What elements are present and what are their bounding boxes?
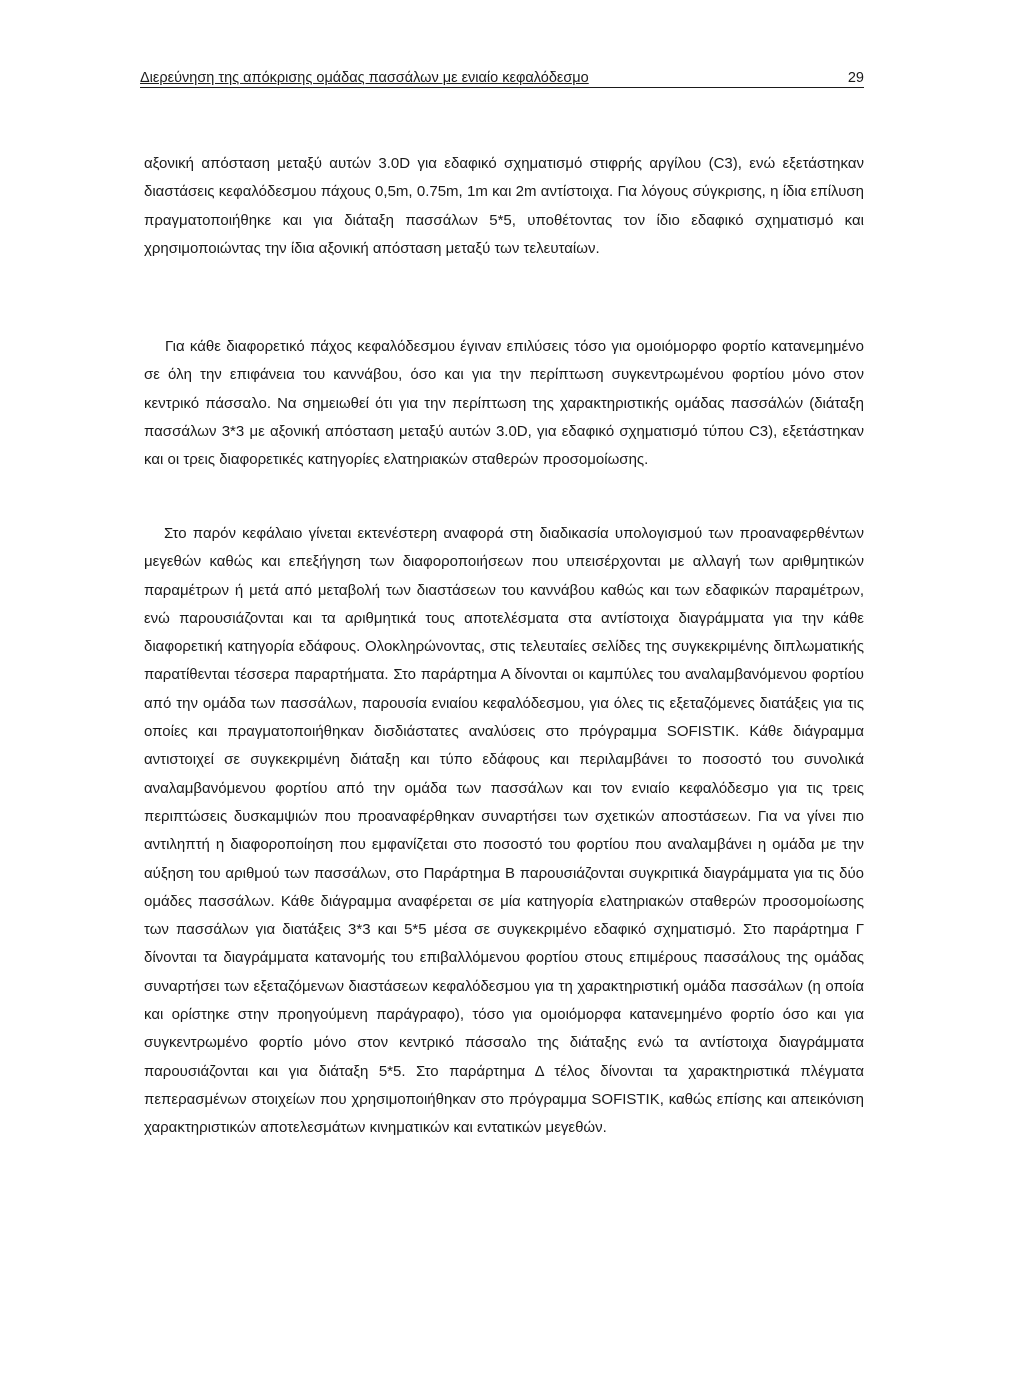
paragraph-1: αξονική απόσταση μεταξύ αυτών 3.0D για εδαφικό σχηματισμό στιφρής αργίλου (C3), ενώ εξετάστηκαν διαστάσεις κεφαλόδεσμου πάχους 0,5m, 0.75m, 1m και 2m αντίστοιχα. Για λόγους σύγκρισης, η ίδια επίλυση πραγματοποιήθηκε και για διάταξη πασσάλων 5*5, υποθέτοντας τον ίδιο εδαφικό σχηματισμό και χρησιμοποιώντας την ίδια αξονική απόσταση μεταξύ των τελευταίων.: [144, 155, 864, 257]
paragraph-3-text: Στο παρόν κεφάλαιο γίνεται εκτενέστερη αναφορά στη διαδικασία υπολογισμού των προαναφερθέντων μεγεθών καθώς και επεξήγηση των διαφοροποιήσεων που υπεισέρχονται με αλλαγή των αριθμητικών παραμέτρων ή μετά από μεταβολή των διαστάσεων του καννάβου καθώς και των εδαφικών παραμέτρων, ενώ παρουσιάζονται και τα αριθμητικά τους αποτελέσματα στα αντίστοιχα διαγράμματα για την κάθε διαφορετική κατηγορία εδάφους. Ολοκληρώνοντας, στις τελευταίες σελίδες της συγκεκριμένης διπλωματικής παρατίθενται τέσσερα παραρτήματα. Στο παράρτημα Α δίνονται οι καμπύλες του αναλαμβανόμενου φορτίου από την ομάδα των πασσάλων, παρουσία ενιαίου κεφαλόδεσμου, για όλες τις εξεταζόμενες διατάξεις για τις οποίες και πραγματοποιήθηκαν δισδιάστατες αναλύσεις στο πρόγραμμα SOFISTIK. Κάθε διάγραμμα αντιστοιχεί σε συγκεκριμένη διάταξη και τύπο εδάφους και περιλαμβάνει το ποσοστό του συνολικά αναλαμβανόμενου φορτίου από την ομάδα των πασσάλων και τον ενιαίο κεφαλόδεσμο για τις τρεις περιπτώσεις δυσκαμψιών που προαναφέρθηκαν συναρτήσει των σχετικών αποστάσεων. Για να γίνει πιο αντιληπτή η διαφοροποίηση που εμφανίζεται στο ποσοστό του φορτίου που αναλαμβάνει η ομάδα με την αύξηση του αριθμού των πασσάλων, στο Παράρτημα Β παρουσιάζονται συγκριτικά διαγράμματα για τις δύο ομάδες πασσάλων. Κάθε διάγραμμα αναφέρεται σε μία κατηγορία ελατηριακών σταθερών προσομοίωσης των πασσάλων για διατάξεις 3*3 και 5*5 μέσα σε συγκεκριμένο εδαφικό σχηματισμό. Στο παράρτημα Γ δίνονται τα διαγράμματα κατανομής του επιβαλλόμενου φορτίου στους επιμέρους πασσάλους της ομάδας συναρτήσει των εξεταζόμενων διαστάσεων κεφαλόδεσμου για τη χαρακτηριστική ομάδα πασσάλων (η οποία και ορίστηκε στην προηγούμενη παράγραφο), τόσο για ομοιόμορφα κατανεμημένο φορτίο όσο και για συγκεντρωμένο φορτίο μόνο στον κεντρικό πάσσαλο της διάταξης ενώ τα αντίστοιχα διαγράμματα παρουσιάζονται και για διάταξη 5*5. Στο παράρτημα Δ τέλος δίνονται τα χαρακτηριστικά πλέγματα πεπερασμένων στοιχείων που χρησιμοποιήθηκαν στο πρόγραμμα SOFISTIK, καθώς επίσης και απεικόνιση χαρακτηριστικών αποτελεσμάτων κινηματικών και εντατικών μεγεθών.: [144, 525, 864, 1137]
paragraph-2-text: Για κάθε διαφορετικό πάχος κεφαλόδεσμου έγιναν επιλύσεις τόσο για ομοιόμορφο φορτίο κατανεμημένο σε όλη την επιφάνεια του καννάβου, όσο και για την περίπτωση συγκεντρωμένου φορτίου μόνο στον κεντρικό πάσσαλο. Να σημειωθεί ότι για την περίπτωση της χαρακτηριστικής ομάδας πασσάλών (διάταξη πασσάλων 3*3 με αξονική απόσταση μεταξύ αυτών 3.0D, για εδαφικό σχηματισμό τύπου C3), εξετάστηκαν και οι τρεις διαφορετικές κατηγορίες ελατηριακών σταθερών προσομοίωσης.: [144, 338, 864, 469]
header-title: Διερεύνηση της απόκρισης ομάδας πασσάλων με ενιαίο κεφαλόδεσμο: [140, 70, 589, 86]
page-header: [140, 66, 864, 90]
page-number: 29: [847, 70, 864, 86]
header-rule: [140, 87, 864, 88]
paragraph-3: [144, 520, 864, 1143]
paragraph-2: [144, 333, 864, 474]
